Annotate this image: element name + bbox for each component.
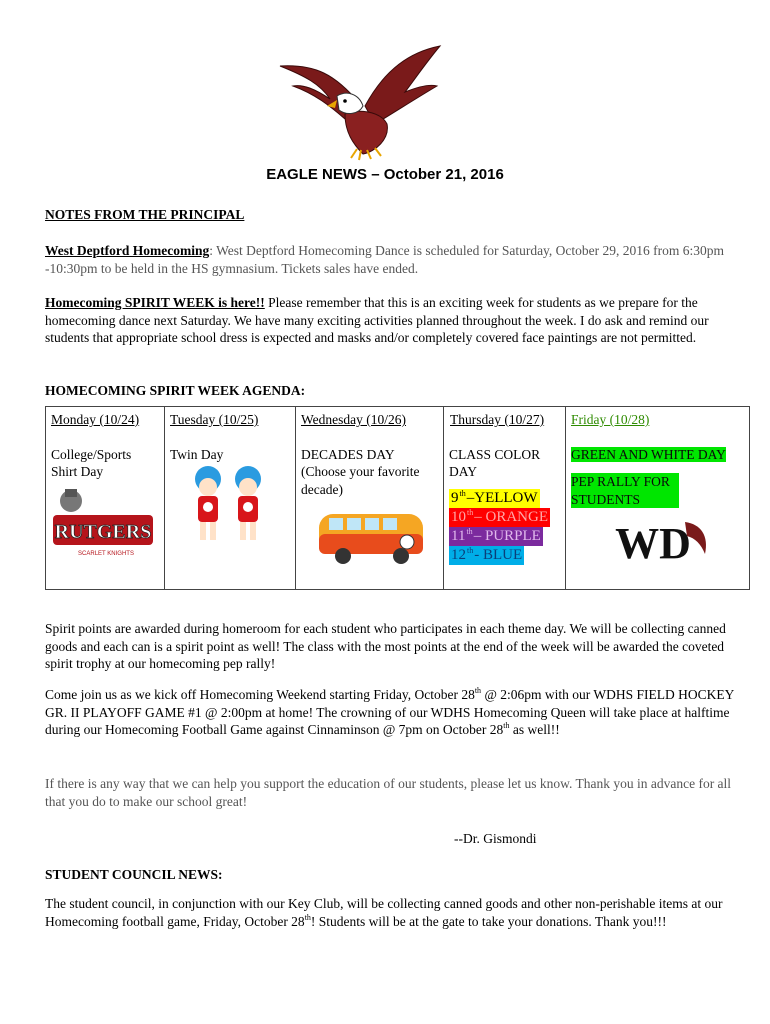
friday-theme: GREEN AND WHITE DAY — [571, 446, 726, 462]
tuesday-cell — [165, 407, 296, 590]
thursday-theme: CLASS COLOR DAY — [449, 446, 541, 479]
monday-day: Monday (10/24) — [51, 412, 140, 427]
agenda-heading: HOMECOMING SPIRIT WEEK AGENDA: — [45, 383, 306, 398]
monday-theme: College/Sports Shirt Day — [51, 446, 132, 479]
wednesday-cell — [296, 407, 444, 590]
principal-heading: NOTES FROM THE PRINCIPAL — [45, 207, 245, 222]
wd-logo — [605, 514, 715, 569]
class-9-yellow: 9th–YELLOW — [451, 488, 538, 506]
closing-paragraph: If there is any way that we can help you support the education of our students, please let us know. Thank you in advance for all that you do to make our school great! — [45, 776, 732, 809]
wednesday-day: Wednesday (10/26) — [301, 412, 407, 427]
thursday-day: Thursday (10/27) — [450, 412, 545, 427]
monday-cell — [46, 407, 165, 590]
friday-cell — [566, 407, 750, 590]
signature: --Dr. Gismondi — [454, 831, 537, 846]
tuesday-day: Tuesday (10/25) — [170, 412, 259, 427]
homecoming-label: West Deptford Homecoming — [45, 243, 210, 258]
rutgers-logo-subtext: SCARLET KNIGHTS — [78, 550, 134, 557]
spirit-week-label: Homecoming SPIRIT WEEK is here!! — [45, 295, 265, 310]
tuesday-theme: Twin Day — [170, 446, 224, 462]
rutgers-logo-text: RUTGERS — [54, 520, 152, 543]
spirit-week-paragraph — [45, 294, 735, 347]
thursday-cell — [444, 407, 566, 590]
spirit-week-text: Please remember that this is an exciting week for students as we prepare for the homecoming dance next Saturday. We have many exciting activities planned throughout the week. I do ask and remind our students that appropriate school dress is expected and masks and/or completely covered face paintings are not permitted. — [45, 295, 709, 345]
hippie-van-image — [315, 506, 427, 566]
friday-day: Friday (10/28) — [571, 412, 650, 427]
rutgers-logo — [51, 487, 156, 559]
student-council-paragraph: The student council, in conjunction with our Key Club, will be collecting canned goods and other non-perishable items at our Homecoming football game, Friday, October 28th! Students will be at the gate to take your donations. Thank you!!! — [45, 896, 723, 929]
homecoming-text: : West Deptford Homecoming Dance is scheduled for Saturday, October 29, 2016 from 6:30pm -10:30pm to be held in the HS gymnasium. Tickets sales have ended. — [45, 243, 725, 276]
spirit-points-paragraph: Spirit points are awarded during homeroom for each student who participates in each theme day. We will be collecting canned goods and each can is a spirit point as well! The class with the most points at the end of the week will be awarded the coveted spirit trophy at our homecoming pep rally! — [45, 621, 726, 671]
pep-rally-label: PEP RALLY FOR STUDENTS — [571, 473, 679, 508]
twins-image — [178, 465, 278, 545]
wednesday-theme: DECADES DAY (Choose your favorite decade) — [301, 446, 420, 497]
spirit-week-agenda-table — [45, 406, 750, 590]
wd-logo-text: WD — [615, 519, 691, 568]
eagle-logo — [275, 44, 445, 162]
class-12-blue: 12th- BLUE — [451, 545, 523, 563]
class-11-purple: 11th– PURPLE — [451, 526, 541, 544]
class-10-orange: 10th– ORANGE — [451, 507, 548, 525]
homecoming-paragraph — [45, 242, 735, 277]
join-paragraph: Come join us as we kick off Homecoming Weekend starting Friday, October 28th @ 2:06pm with our WDHS FIELD HOCKEY GR. II PLAYOFF GAME #1 @ 2:00pm at home! The crowning of our WDHS Homecoming Queen will take place at halftime during our Homecoming Football Game against Cinnaminson @ 7pm on October 28th as well!! — [45, 686, 734, 737]
newsletter-title: EAGLE NEWS – October 21, 2016 — [266, 166, 504, 183]
student-council-heading: STUDENT COUNCIL NEWS: — [45, 867, 223, 882]
